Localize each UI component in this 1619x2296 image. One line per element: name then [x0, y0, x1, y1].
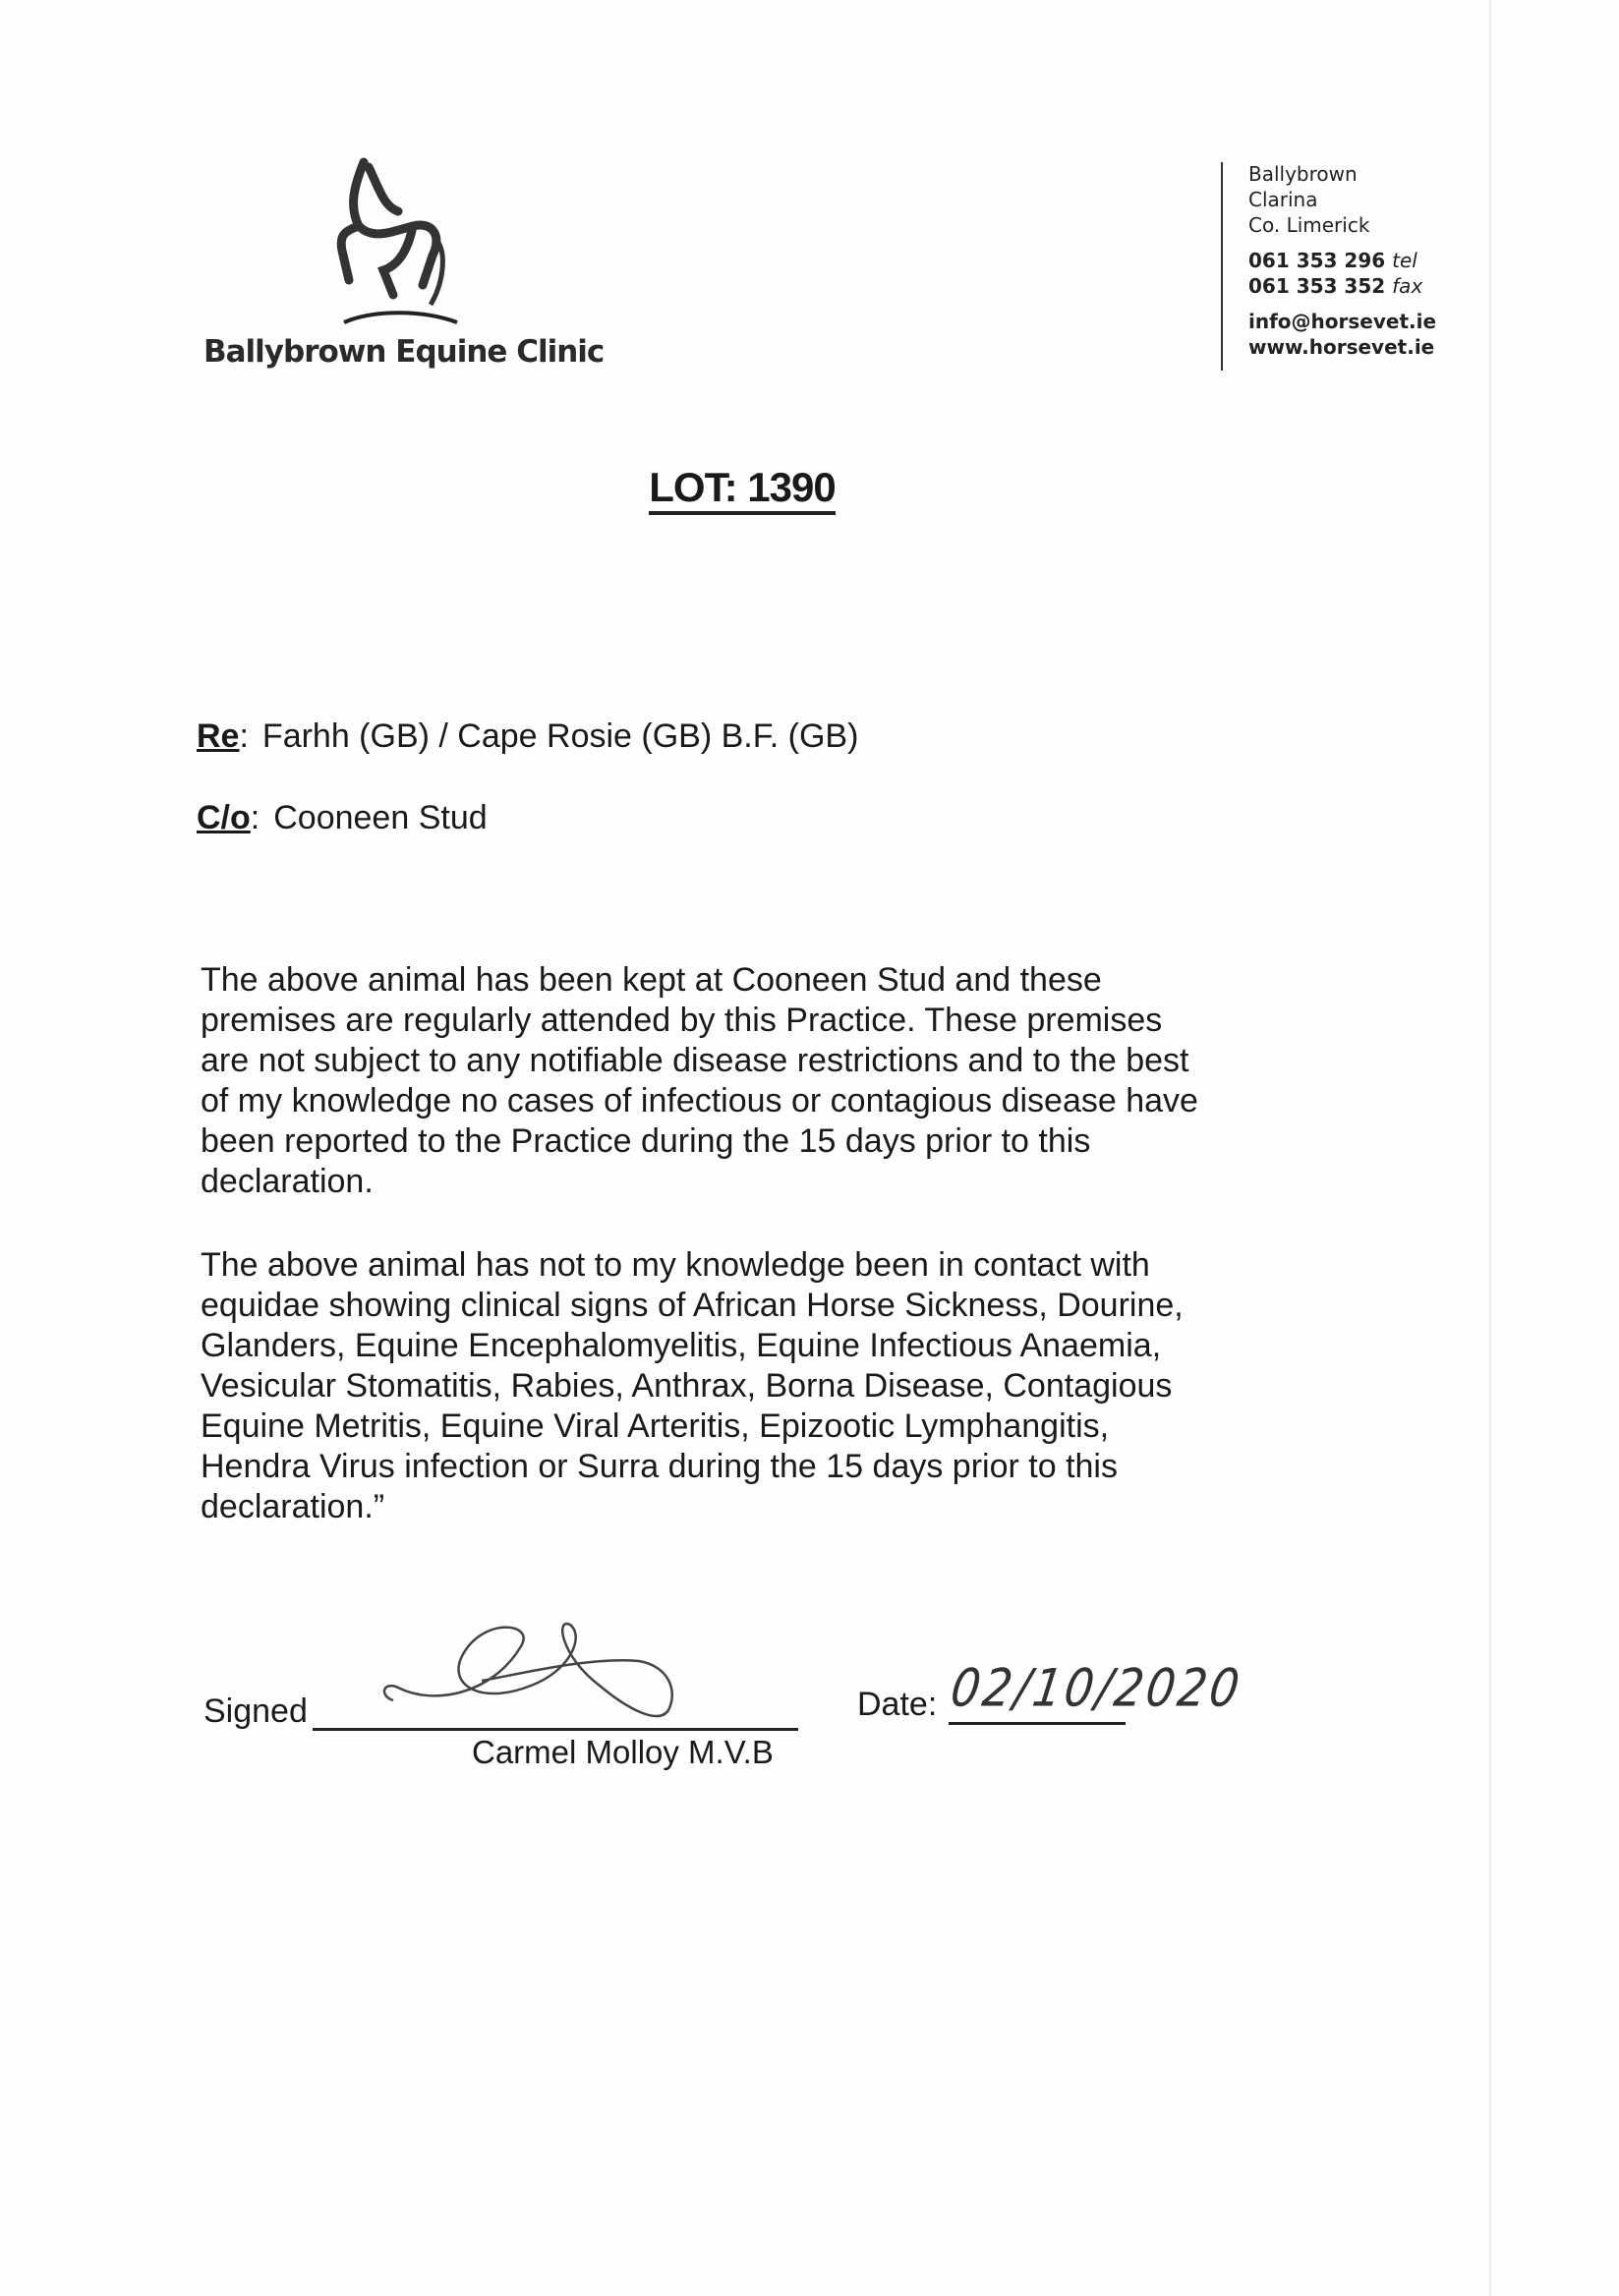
contact-block [1248, 161, 1436, 360]
divider [1221, 162, 1223, 371]
address-line: Co. Limerick [1248, 213, 1370, 237]
handwritten-date: 02/10/2020 [947, 1656, 1246, 1719]
phone-line: 061 353 296 tel [1248, 249, 1417, 272]
clinic-name: Ballybrown Equine Clinic [203, 334, 605, 370]
date-label: Date: [857, 1686, 938, 1723]
signed-label: Signed [203, 1693, 308, 1730]
handwritten-signature [374, 1617, 747, 1735]
paragraph-2: The above animal has not to my knowledge been in contact with equidae showing clinical signs of African Horse Sickness, Dourine, Glanders, Equine Encephalomyelitis, Equine Infectious Anaemia, Vesicular Stomatitis, Rabies, Anthrax, Borna Disease, Contagious Equine Metritis, Equine Viral Arteritis, Epizootic Lymphangitis, Hendra Virus infection or Surra during the 15 days prior to this declaration.” [201, 1246, 1184, 1525]
website: www.horsevet.ie [1248, 335, 1435, 359]
address-line: Ballybrown [1248, 162, 1358, 186]
horse-logo-icon [324, 157, 482, 324]
email: info@horsevet.ie [1248, 310, 1437, 333]
address-line: Clarina [1248, 188, 1318, 211]
scan-edge [1489, 0, 1491, 2296]
co-field: C/o: Cooneen Stud [197, 799, 488, 836]
lot-heading: LOT: 1390 [0, 464, 1484, 511]
signer-name: Carmel Molloy M.V.B [472, 1734, 774, 1770]
re-field: Re: Farhh (GB) / Cape Rosie (GB) B.F. (GB) [197, 718, 859, 755]
date-line [949, 1722, 1126, 1725]
paragraph-1: The above animal has been kept at Cooneen Stud and these premises are regularly attended by this Practice. These premises are not subject to any notifiable disease restrictions and to the best of my knowledge no cases of infectious or contagious disease have been reported to the Practice during the 15 days prior to this declaration. [201, 961, 1198, 1200]
fax-line: 061 353 352 fax [1248, 274, 1423, 298]
